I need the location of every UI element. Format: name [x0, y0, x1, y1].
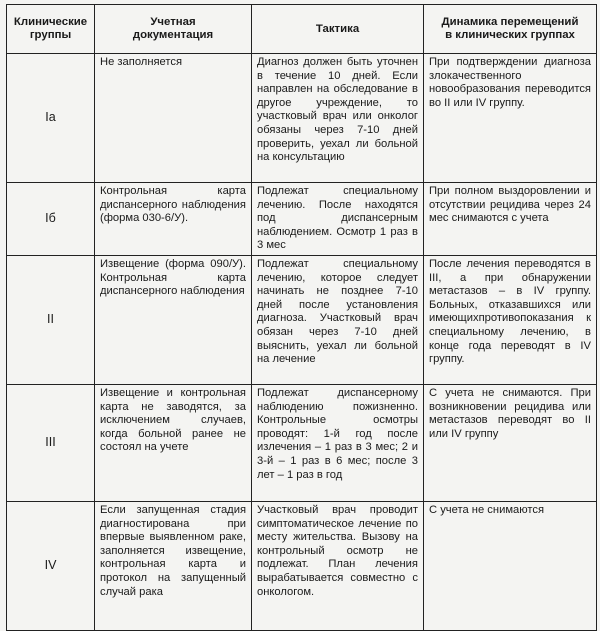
dynamics-cell: При подтверждении диагноза злокачественного новообразования переводится во II или IV группу. — [424, 54, 597, 183]
group-cell: Iб — [7, 183, 95, 256]
tactics-cell: Подлежат специальному лечению. После находятся под диспансерным наблюдением. Осмотр 1 раз в 3 мес — [252, 183, 424, 256]
documentation-cell: Извещение (форма 090/У). Контрольная карта диспансерного наблюдения — [95, 255, 252, 384]
header-documentation: Учетная документация — [95, 5, 252, 54]
table-row — [7, 183, 597, 256]
group-cell: Ia — [7, 54, 95, 183]
table-row — [7, 54, 597, 183]
header-dynamics: Динамика перемещений в клинических группах — [424, 5, 597, 54]
header-clinical-groups: Клинические группы — [7, 5, 95, 54]
table-row — [7, 501, 597, 630]
documentation-cell: Не заполняется — [95, 54, 252, 183]
group-cell: II — [7, 255, 95, 384]
tactics-cell: Участковый врач проводит симптоматическое лечение по месту жительства. Вызову на контрольный осмотр не подлежат. План лечения вырабатывается совместно с онкологом. — [252, 501, 424, 630]
clinical-groups-table — [6, 4, 597, 631]
table-header-row — [7, 5, 597, 54]
table-row — [7, 255, 597, 384]
document-page — [6, 4, 596, 615]
dynamics-cell: При полном выздоровлении и отсутствии рецидива через 24 мес снимаются с учета — [424, 183, 597, 256]
tactics-cell: Подлежат диспансерному наблюдению пожизненно. Контрольные осмотры проводят: 1-й год после излечения – 1 раз в 3 мес; 2 и 3-й – 1 раз в 6 мес; после 3 лет – 1 раз в год — [252, 384, 424, 501]
group-cell: IV — [7, 501, 95, 630]
table-row — [7, 384, 597, 501]
header-tactics: Тактика — [252, 5, 424, 54]
documentation-cell: Контрольная карта диспансерного наблюдения (форма 030-6/У). — [95, 183, 252, 256]
dynamics-cell: С учета не снимаются — [424, 501, 597, 630]
tactics-cell: Диагноз должен быть уточнен в течение 10 дней. Если направлен на обследование в другое учреждение, то участковый врач или онколог обязаны через 7-10 дней проверить, уехал ли больной на консультацию — [252, 54, 424, 183]
dynamics-cell: С учета не снимаются. При возникновении рецидива или метастазов переводят во II или IV группу — [424, 384, 597, 501]
tactics-cell: Подлежат специальному лечению, которое следует начинать не позднее 7-10 дней после установления диагноза. Участковый врач обязан через 7-10 дней выяснить, уехал ли больной на лечение — [252, 255, 424, 384]
documentation-cell: Если запущенная стадия диагностирована при впервые выявленном раке, заполняется извещение, контрольная карта и протокол на запущенный случай рака — [95, 501, 252, 630]
dynamics-cell: После лечения переводятся в III, а при обнаружении метастазов – в IV группу. Больных, отказавшихся или имеющихпротивопоказания к специальному лечению, в конце года переводят в IV группу. — [424, 255, 597, 384]
documentation-cell: Извещение и контрольная карта не заводятся, за исключением случаев, когда больной ранее не состоял на учете — [95, 384, 252, 501]
group-cell: III — [7, 384, 95, 501]
